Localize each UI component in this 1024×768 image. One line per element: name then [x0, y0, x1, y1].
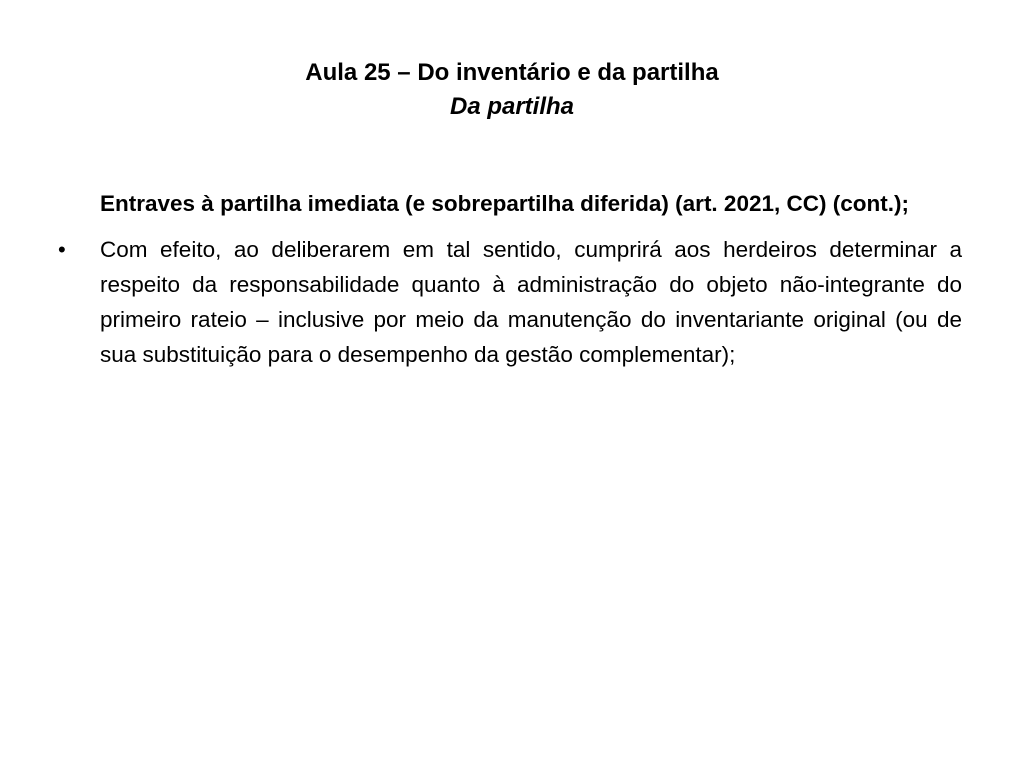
title-block: [0, 56, 1024, 124]
heading-paragraph: Entraves à partilha imediata (e sobrepartilha diferida) (art. 2021, CC) (cont.);: [100, 191, 909, 216]
bullet-icon: •: [58, 237, 66, 262]
bullet-item: [56, 232, 962, 372]
slide-subtitle: Da partilha: [449, 93, 575, 120]
slide-title: Aula 25 – Do inventário e da partilha: [305, 59, 719, 86]
bullet-text: Com efeito, ao deliberarem em tal sentido, cumprirá aos herdeiros determinar a respeito da responsabilidade quanto à administração do objeto não-integrante do primeiro rateio – inclusive por meio da manutenção do inventariante original (ou de sua substituição para o desempenho da gestão complementar);: [100, 237, 962, 367]
slide-body: [56, 186, 962, 383]
